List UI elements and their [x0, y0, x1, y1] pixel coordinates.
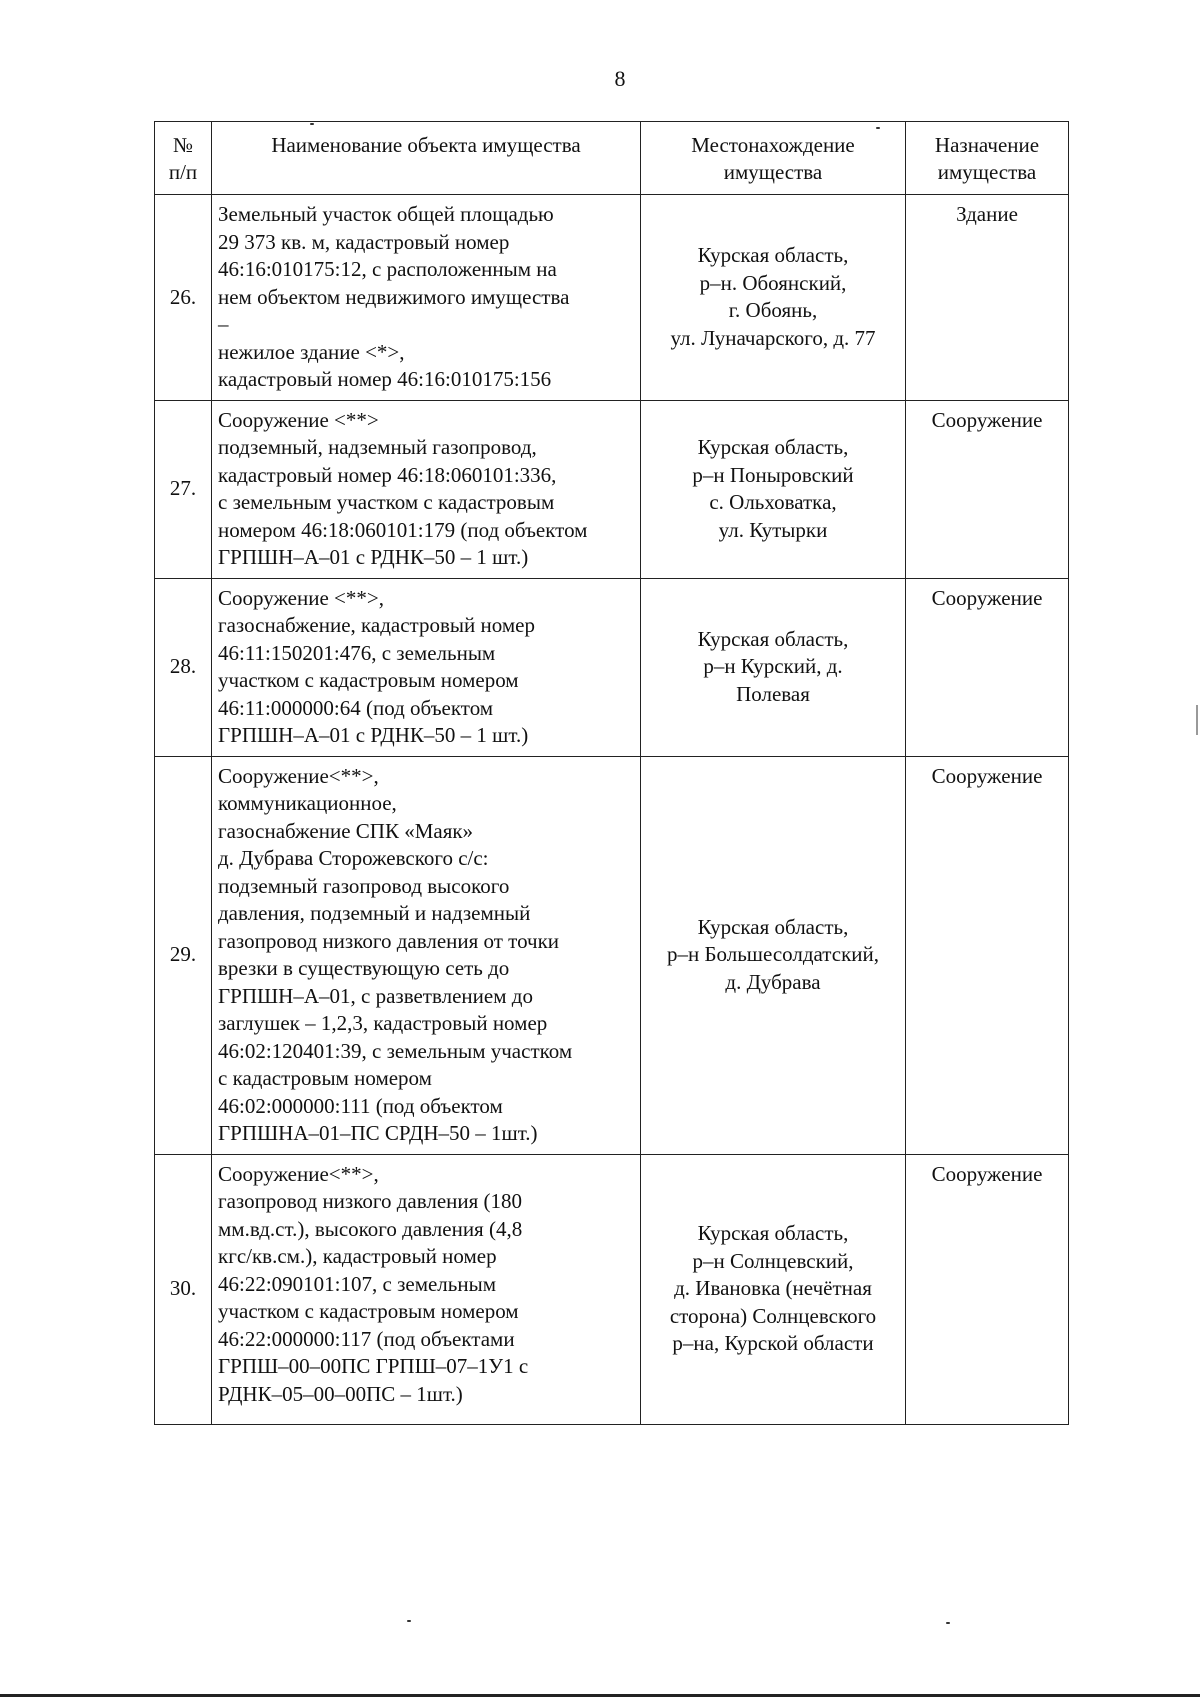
object-location: Курская область, р–н Солнцевский, д. Ивановка (нечётная сторона) Солнцевского р–на, Курской области [641, 1154, 906, 1424]
scan-speck [946, 1622, 950, 1624]
row-number: 28. [155, 578, 212, 756]
header-location: Местонахождение имущества [641, 122, 906, 195]
object-purpose: Сооружение [906, 578, 1069, 756]
table-header-row [155, 122, 1069, 195]
object-location: Курская область, р–н Поныровский с. Ольховатка, ул. Кутырки [641, 400, 906, 578]
scan-speck [407, 1620, 411, 1622]
header-num: № п/п [155, 122, 212, 195]
row-number: 29. [155, 756, 212, 1154]
row-number: 26. [155, 195, 212, 401]
object-name: Сооружение <**> подземный, надземный газопровод, кадастровый номер 46:18:060101:336, с земельным участком с кадастровым номером 46:18:060101:179 (под объектом ГРПШН–А–01 с РДНК–50 – 1 шт.) [212, 400, 641, 578]
object-purpose: Здание [906, 195, 1069, 401]
object-purpose: Сооружение [906, 400, 1069, 578]
scan-speck [310, 123, 314, 125]
object-name: Земельный участок общей площадью 29 373 кв. м, кадастровый номер 46:16:010175:12, с расположенным на нем объектом недвижимого имущества – нежилое здание <*>, кадастровый номер 46:16:010175:156 [212, 195, 641, 401]
property-table [154, 121, 1069, 1425]
object-location: Курская область, р–н Курский, д. Полевая [641, 578, 906, 756]
row-number: 27. [155, 400, 212, 578]
row-number: 30. [155, 1154, 212, 1424]
scan-bottom-edge [0, 1694, 1200, 1697]
object-name: Сооружение<**>, коммуникационное, газоснабжение СПК «Маяк» д. Дубрава Сторожевского с/с: подземный газопровод высокого давления, подземный и надземный газопровод низкого давления от точки врезки в существующую сеть до ГРПШН–А–01, с разветвлением до заглушек – 1,2,3, кадастровый номер 46:02:120401:39, с земельным участком с кадастровым номером 46:02:000000:111 (под объектом ГРПШНА–01–ПС СРДН–50 – 1шт.) [212, 756, 641, 1154]
object-purpose: Сооружение [906, 1154, 1069, 1424]
table-row [155, 756, 1069, 1154]
table-row [155, 195, 1069, 401]
header-name: Наименование объекта имущества [212, 122, 641, 195]
object-location: Курская область, р–н Большесолдатский, д. Дубрава [641, 756, 906, 1154]
scan-speck [876, 127, 880, 129]
page-number: 8 [614, 66, 626, 91]
object-name: Сооружение<**>, газопровод низкого давления (180 мм.вд.ст.), высокого давления (4,8 кгс/кв.см.), кадастровый номер 46:22:090101:107, с земельным участком с кадастровым номером 46:22:000000:117 (под объектами ГРПШ–00–00ПС ГРПШ–07–1У1 с РДНК–05–00–00ПС – 1шт.) [212, 1154, 641, 1424]
object-name: Сооружение <**>, газоснабжение, кадастровый номер 46:11:150201:476, с земельным участком с кадастровым номером 46:11:000000:64 (под объектом ГРПШН–А–01 с РДНК–50 – 1 шт.) [212, 578, 641, 756]
object-purpose: Сооружение [906, 756, 1069, 1154]
header-purpose: Назначение имущества [906, 122, 1069, 195]
table-row [155, 1154, 1069, 1424]
object-location: Курская область, р–н. Обоянский, г. Обоянь, ул. Луначарского, д. 77 [641, 195, 906, 401]
table-row [155, 578, 1069, 756]
scan-edge-mark [1196, 705, 1198, 735]
table-row [155, 400, 1069, 578]
